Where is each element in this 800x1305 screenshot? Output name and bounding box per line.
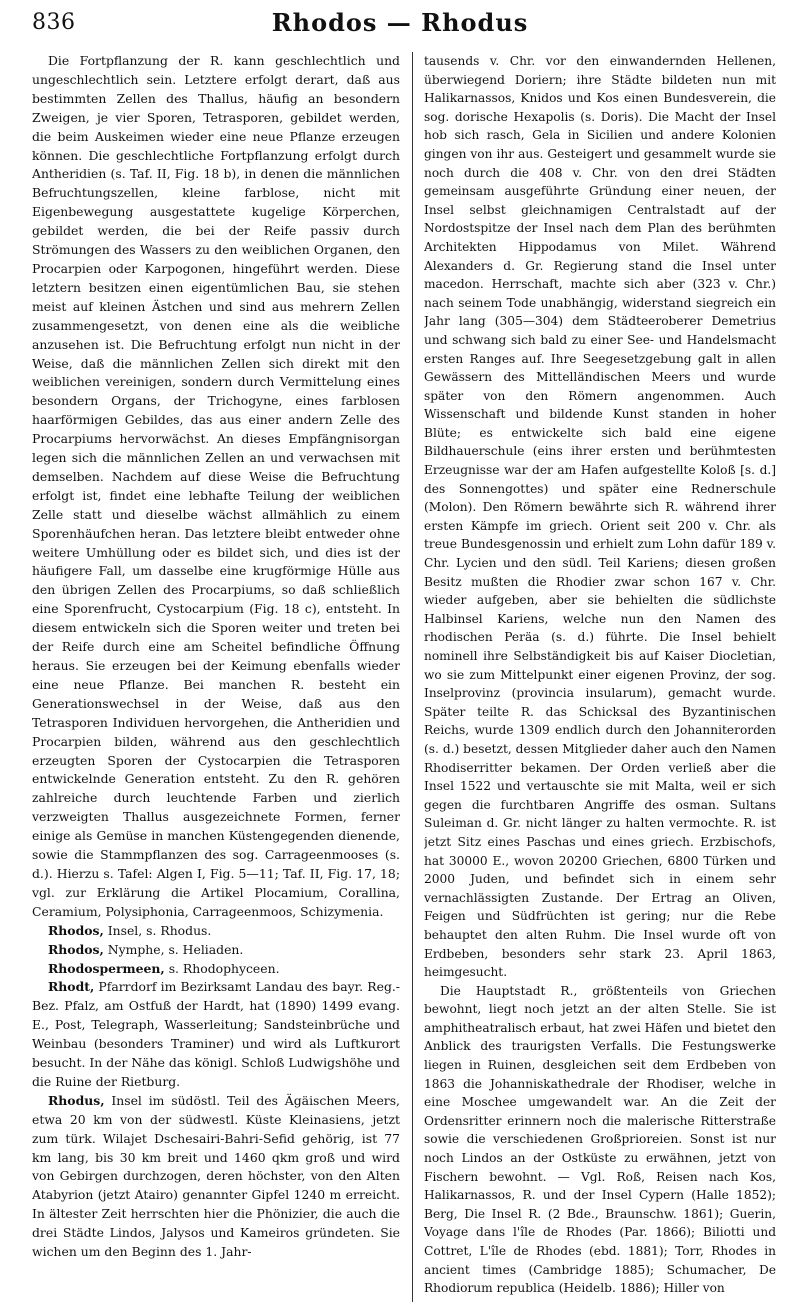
entry-headword: Rhodos, [48, 922, 104, 938]
entry-text: Pfarrdorf im Bezirksamt Landau des bayr. Reg.-Bez. Pfalz, am Ostfuß der Hardt, hat (1890) 1499 evang. E., Post, Telegraph, Wasserleitung; Sandsteinbrüche und Weinbau (besonders Traminer) und wird als Luftkurort besucht. In der Nähe das königl. Schloß Ludwigshöhe und die Ruine der Rietburg. [32, 979, 400, 1089]
entry-headword: Rhodospermeen, [48, 960, 165, 976]
column-divider [412, 52, 413, 1302]
entry-rhodos-nymph [32, 941, 400, 960]
page-header [0, 0, 800, 46]
entry-text: Nymphe, s. Heliaden. [103, 941, 244, 957]
entry-text: Insel im südöstl. Teil des Ägäischen Meers, etwa 20 km von der südwestl. Küste Kleinasiens, jetzt zum türk. Wilajet Dschesairi-Bahri-Sefid gehörig, ist 77 km lang, bis 30 km breit und 1460 qkm groß und wird von Gebirgen durchzogen, deren höchster, von den Alten Atabyrion (jetzt Atairo) genannter Gipfel 1240 m erreicht. In ältester Zeit herrschten hier die Phönizier, die auch die drei Städte Lindos, Jalysos und Kameiros gründeten. Sie wichen um den Beginn des 1. Jahr- [32, 1092, 400, 1260]
entry-headword: Rhodus, [48, 1092, 105, 1108]
entry-rhodospermeen [32, 960, 400, 979]
entry-headword: Rhodos, [48, 941, 104, 957]
page-number: 836 [32, 10, 76, 35]
left-column [32, 52, 400, 1299]
entry-text: Insel, s. Rhodus. [103, 922, 212, 938]
entry-text: s. Rhodophyceen. [164, 960, 280, 976]
paragraph-rhodus-capital: Die Hauptstadt R., größtenteils von Griechen bewohnt, liegt noch jetzt an der alten Stelle. Sie ist amphitheatralisch erbaut, hat zwei Häfen und bietet den Anblick des traurigsten Verfalls. Die Festungswerke liegen in Ruinen, desgleichen seit dem Erdbeben von 1863 die Johanniskathedrale der Rhodiser, welche in eine Moschee umgewandelt war. An die Zeit der Ordensritter erinnern noch die malerische Ritterstraße sowie die verschiedenen Großprioreien. Sonst ist nur noch Lindos an der Ostküste zu erwähnen, jetzt von Fischern bewohnt. — Vgl. Roß, Reisen nach Kos, Halikarnassos, R. und der Insel Cypern (Halle 1852); Berg, Die Insel R. (2 Bde., Braunschw. 1861); Guerin, Voyage dans l'île de Rhodes (Par. 1866); Biliotti und Cottret, L'île de Rhodes (ebd. 1881); Torr, Rhodes in ancient times (Cambridge 1885); Schumacher, De Rhodiorum republica (Heidelb. 1886); Hiller von [424, 983, 776, 1296]
paragraph-rhodophyceae-reproduction: Die Fortpflanzung der R. kann geschlechtlich und ungeschlechtlich sein. Letztere erfolgt derart, daß aus bestimmten Zellen des Thallus, häufig an besondern Zweigen, je vier Sporen, Tetrasporen, gebildet werden, die beim Auskeimen wieder eine neue Pflanze erzeugen können. Die geschlechtliche Fortpflanzung erfolgt durch Antheridien (s. Taf. II, Fig. 18 b), in denen die männlichen Befruchtungszellen, kleine farblose, nicht mit Eigenbewegung ausgestattete kugelige Körperchen, gebildet werden, die bei der Reife passiv durch Strömungen des Wassers zu den weiblichen Organen, den Procarpien oder Karpogonen, hingeführt werden. Diese letztern besitzen einen eigentümlichen Bau, sie stehen meist auf kleinen Ästchen und sind aus mehrern Zellen zusammengesetzt, von denen eine als die weibliche anzusehen ist. Die Befruchtung erfolgt nun nicht in der Weise, daß die männlichen Zellen sich direkt mit den weiblichen vereinigen, sondern durch Vermittelung eines besondern Organs, der Trichogyne, eines farblosen haarförmigen Gebildes, das aus einer andern Zelle des Procarpiums hervorwächst. An dieses Empfängnisorgan legen sich die männlichen Zellen an und verwachsen mit demselben. Nachdem auf diese Weise die Befruchtung erfolgt ist, findet eine lebhafte Teilung der weiblichen Zelle statt und dieselbe wächst allmählich zu einem Sporenhäufchen heran. Das letztere bleibt entweder ohne weitere Umhüllung oder es bildet sich, und dies ist der häufigere Fall, um dasselbe eine krugförmige Hülle aus den übrigen Zellen des Procarpiums, so daß schließlich eine Sporenfrucht, Cystocarpium (Fig. 18 c), entsteht. In diesem entwickeln sich die Sporen weiter und treten bei der Reife durch eine am Scheitel befindliche Öffnung heraus. Sie erzeugen bei der Keimung ebenfalls wieder eine neue Pflanze. Bei manchen R. besteht ein Generationswechsel in der Weise, daß aus den Tetrasporen Individuen hervorgehen, die Antheridien und Procarpien bilden, während aus den geschlechtlich erzeugten Sporen der Cystocarpien die Tetrasporen entwickelnde Generation entsteht. Zu den R. gehören zahlreiche durch leuchtende Farben und zierlich verzweigten Thallus ausgezeichnete Formen, ferner einige als Gemüse in manchen Küstengegenden dienende, sowie die Stammpflanzen des sog. Carrageenmooses (s. d.). Hierzu s. Tafel: Algen I, Fig. 5—11; Taf. II, Fig. 17, 18; vgl. zur Erklärung die Artikel Plocamium, Corallina, Ceramium, Polysiphonia, Carrageenmoos, Schizymenia. [32, 53, 400, 919]
entry-rhodt [32, 978, 400, 1091]
entry-headword: Rhodt, [48, 979, 95, 995]
running-title: Rhodos — Rhodus [271, 8, 529, 37]
paragraph-rhodus-history: tausends v. Chr. vor den einwandernden Hellenen, überwiegend Doriern; ihre Städte bildeten nun mit Halikarnassos, Knidos und Kos einen Bundesverein, die sog. dorische Hexapolis (s. Doris). Die Macht der Insel hob sich rasch, Gela in Sicilien und andere Kolonien gingen von ihr aus. Gesteigert und gesammelt wurde sie noch durch die 408 v. Chr. von den drei Städten gemeinsam ausgeführte Gründung einer neuen, der Insel selbst gleichnamigen Centralstadt auf der Nordostspitze der Insel nach dem Plan des berühmten Architekten Hippodamus von Milet. Während Alexanders d. Gr. Regierung stand die Insel unter macedon. Herrschaft, machte sich aber (323 v. Chr.) nach seinem Tode unabhängig, widerstand siegreich ein Jahr lang (305—304) dem Städteeroberer Demetrius und schwang sich bald zu einer See- und Handelsmacht ersten Ranges auf. Ihre Seegesetzgebung galt in allen Gewässern des Mittelländischen Meers und wurde später von den Römern angenommen. Auch Wissenschaft und bildende Kunst standen in hoher Blüte; es entwickelte sich bald eine eigene Bildhauerschule (eins ihrer ersten und berühmtesten Erzeugnisse war der am Hafen aufgestellte Koloß [s. d.] des Sonnengottes) und später eine Rednerschule (Molon). Den Römern bewährte sich R. während ihrer ersten Kämpfe im griech. Orient seit 200 v. Chr. als treue Bundesgenossin und erhielt zum Lohn dafür 189 v. Chr. Lycien und den südl. Teil Kariens; diesen großen Besitz mußten die Rhodier zwar schon 167 v. Chr. wieder aufgeben, aber sie behielten die südlichste Halbinsel Kariens, welche nun den Namen des rhodischen Peräa (s. d.) führte. Die Insel behielt nominell ihre Selbständigkeit bis auf Kaiser Diocletian, wo sie zum Mittelpunkt einer eigenen Provinz, der sog. Inselprovinz (provincia insularum), gemacht wurde. Später teilte R. das Schicksal des Byzantinischen Reichs, wurde 1309 endlich durch den Johanniterorden (s. d.) besetzt, dessen Mitglieder daher auch den Namen Rhodiserritter bekamen. Der Orden verließ aber die Insel 1522 und vertauschte sie mit Malta, weil er sich gegen die furchtbaren Angriffe des osman. Sultans Suleiman d. Gr. nicht länger zu halten vermochte. R. ist jetzt Sitz eines Paschas und eines griech. Erzbischofs, hat 30000 E., wovon 20200 Griechen, 6800 Türken und 2000 Juden, und befindet sich in einem sehr vernachlässigten Zustande. Der Ertrag an Oliven, Feigen und Südfrüchten ist gering; nur die Rebe behauptet den alten Ruhm. Die Insel wurde oft von Erdbeben, besonders sehr stark 23. April 1863, heimgesucht. [424, 54, 776, 980]
entry-rhodus [32, 1092, 400, 1262]
right-column [424, 52, 776, 1299]
entry-rhodos-island [32, 922, 400, 941]
